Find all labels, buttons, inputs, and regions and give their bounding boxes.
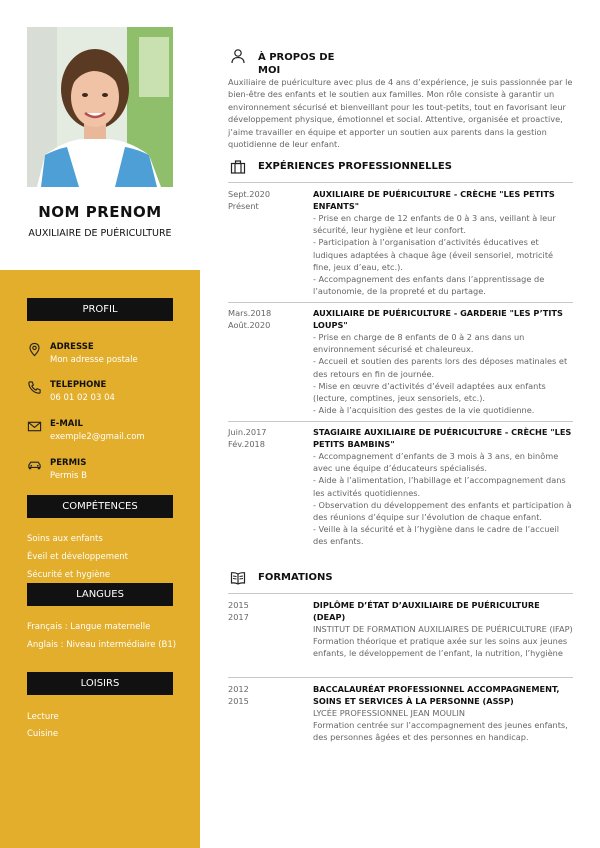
contact-license bbox=[27, 457, 187, 491]
date-start: Mars.2018 bbox=[228, 308, 272, 318]
date-start: Sept.2020 bbox=[228, 189, 271, 199]
license-label: PERMIS bbox=[50, 458, 87, 468]
hobby-item: Lecture bbox=[27, 712, 59, 722]
sidebar-header bbox=[0, 0, 200, 270]
experience-entry bbox=[228, 189, 573, 304]
address-value: Mon adresse postale bbox=[50, 355, 138, 365]
competence-item: Éveil et développement bbox=[27, 552, 129, 562]
section-divider bbox=[228, 421, 573, 422]
email-value: exemple2@gmail.com bbox=[50, 432, 145, 442]
section-divider bbox=[228, 182, 573, 183]
competences-heading: COMPÉTENCES bbox=[27, 495, 173, 518]
experience-description bbox=[313, 331, 573, 416]
section-divider bbox=[228, 677, 573, 678]
formation-entry bbox=[228, 600, 573, 675]
experience-title: AUXILIAIRE DE PUÉRICULTURE - CRÈCHE "LES PETITS ENFANTS" bbox=[313, 189, 555, 211]
formation-title: DIPLÔME D’ÉTAT D’AUXILIAIRE DE PUÉRICULTURE (DEAP) bbox=[313, 600, 540, 622]
date-end: 2015 bbox=[228, 695, 249, 706]
candidate-name: NOM PRENOM bbox=[38, 203, 162, 221]
candidate-job-title: AUXILIAIRE DE PUÉRICULTURE bbox=[28, 228, 172, 239]
briefcase-icon bbox=[230, 159, 246, 175]
user-icon bbox=[230, 48, 246, 64]
description-line: - Prise en charge de 12 enfants de 0 à 3 ans, veillant à leur sécurité, leur hygiène et leur confort. bbox=[313, 213, 556, 236]
formation-dates bbox=[228, 600, 308, 623]
date-end: Août.2020 bbox=[228, 319, 271, 330]
experience-description bbox=[313, 212, 573, 297]
contact-email bbox=[27, 418, 187, 452]
description-line: - Prise en charge de 8 enfants de 0 à 2 ans dans un environnement sécurisé et chaleureux. bbox=[313, 332, 525, 355]
phone-label: TELEPHONE bbox=[50, 380, 107, 390]
profile-photo bbox=[27, 27, 173, 187]
description-line: - Mise en œuvre d’activités d’éveil adaptées aux enfants (lecture, comptines, jeux sensoriels, etc.). bbox=[313, 380, 546, 404]
about-heading-line2: MOI bbox=[258, 65, 281, 76]
experience-entry bbox=[228, 427, 573, 552]
license-value: Permis B bbox=[50, 471, 88, 481]
formation-description bbox=[313, 707, 573, 744]
description-line: - Accueil et soutien des parents lors des déposes matinales et des retours en fin de journée. bbox=[313, 356, 568, 379]
experience-dates bbox=[228, 308, 308, 331]
description-line: - Observation du développement des enfants et participation à des réunions d’équipe sur l’évolution de chaque enfant. bbox=[313, 499, 572, 523]
description-line: INSTITUT DE FORMATION AUXILIAIRES DE PUÉRICULTURE (IFAP) bbox=[313, 624, 573, 634]
date-end: 2017 bbox=[228, 611, 249, 622]
description-line: - Aide à l’alimentation, l’habillage et l’accompagnement dans les activités quotidiennes. bbox=[313, 475, 566, 498]
profil-heading: PROFIL bbox=[27, 298, 173, 321]
date-end: Fév.2018 bbox=[228, 438, 265, 449]
address-label: ADRESSE bbox=[50, 342, 94, 352]
about-heading-line1: À PROPOS DE bbox=[258, 52, 335, 63]
email-label: E-MAIL bbox=[50, 419, 83, 429]
portrait-illustration bbox=[27, 27, 173, 187]
date-start: 2012 bbox=[228, 684, 249, 694]
envelope-icon bbox=[27, 419, 42, 434]
experience-title: AUXILIAIRE DE PUÉRICULTURE - GARDERIE "LES P’TITS LOUPS" bbox=[313, 308, 563, 330]
date-start: 2015 bbox=[228, 600, 249, 610]
phone-icon bbox=[27, 380, 42, 395]
competence-item: Sécurité et hygiène bbox=[27, 570, 111, 580]
language-item: Français : Langue maternelle bbox=[27, 622, 151, 632]
formations-heading: FORMATIONS bbox=[258, 572, 333, 583]
car-icon bbox=[27, 458, 42, 473]
experience-description bbox=[313, 450, 573, 548]
formation-dates bbox=[228, 684, 308, 707]
contact-address bbox=[27, 341, 187, 375]
formation-title: BACCALAURÉAT PROFESSIONNEL ACCOMPAGNEMENT, SOINS ET SERVICES À LA PERSONNE (ASSP) bbox=[313, 684, 560, 706]
loisirs-heading: LOISIRS bbox=[27, 672, 173, 695]
experience-dates bbox=[228, 189, 308, 212]
section-divider bbox=[228, 302, 573, 303]
experience-dates bbox=[228, 427, 308, 450]
open-book-icon bbox=[230, 570, 246, 586]
description-line: - Accompagnement d’enfants de 3 mois à 3 ans, en binôme avec une équipe d’éducateurs spécialisés. bbox=[313, 451, 559, 474]
experiences-heading: EXPÉRIENCES PROFESSIONNELLES bbox=[258, 161, 452, 172]
formation-entry bbox=[228, 684, 573, 754]
langues-heading: LANGUES bbox=[27, 583, 173, 606]
about-heading bbox=[258, 51, 334, 77]
date-start: Juin.2017 bbox=[228, 427, 267, 437]
hobby-item: Cuisine bbox=[27, 729, 59, 739]
description-line: - Veille à la sécurité et à l’hygiène dans le cadre de l’accueil des enfants. bbox=[313, 524, 559, 547]
competence-item: Soins aux enfants bbox=[27, 534, 103, 544]
language-item: Anglais : Niveau intermédiaire (B1) bbox=[27, 640, 177, 650]
description-line: - Accompagnement des enfants dans l’apprentissage de l’autonomie, de la propreté et du partage. bbox=[313, 274, 545, 297]
description-line: - Participation à l’organisation d’activités éducatives et ludiques adaptées à chaque âge (éveil sensoriel, motricité fine, jeux d’eau, etc.). bbox=[313, 237, 554, 272]
experience-entry bbox=[228, 308, 573, 420]
about-text: Auxiliaire de puériculture avec plus de 4 ans d’expérience, je suis passionnée par le bien-être des enfants et le soutien aux familles. Mon rôle consiste à garantir un environnement sécurisé et bienveillant pour les tout-petits, tout en favorisant leur développement physique, émotionnel et social. Attentive, organisée et proactive, j’aime travailler en équipe et apporter un soutien aux parents dans la gestion quotidienne de leur enfant. bbox=[228, 77, 573, 150]
date-end: Présent bbox=[228, 200, 259, 211]
contact-phone bbox=[27, 379, 187, 413]
description-line: - Aide à l’acquisition des gestes de la vie quotidienne. bbox=[313, 405, 535, 416]
description-line: Formation centrée sur l’accompagnement des jeunes enfants, des personnes âgées et des personnes en handicap. bbox=[313, 720, 568, 743]
formation-description bbox=[313, 623, 573, 660]
description-line: Formation théorique et pratique axée sur les soins aux jeunes enfants, le développement de l’enfant, la nutrition, l’hygiène bbox=[313, 636, 568, 659]
phone-value: 06 01 02 03 04 bbox=[50, 393, 115, 403]
description-line: LYCÉE PROFESSIONNEL JEAN MOULIN bbox=[313, 708, 466, 718]
location-pin-icon bbox=[27, 342, 42, 357]
experience-title: STAGIAIRE AUXILIAIRE DE PUÉRICULTURE - CRÈCHE "LES PETITS BAMBINS" bbox=[313, 427, 572, 449]
section-divider bbox=[228, 593, 573, 594]
